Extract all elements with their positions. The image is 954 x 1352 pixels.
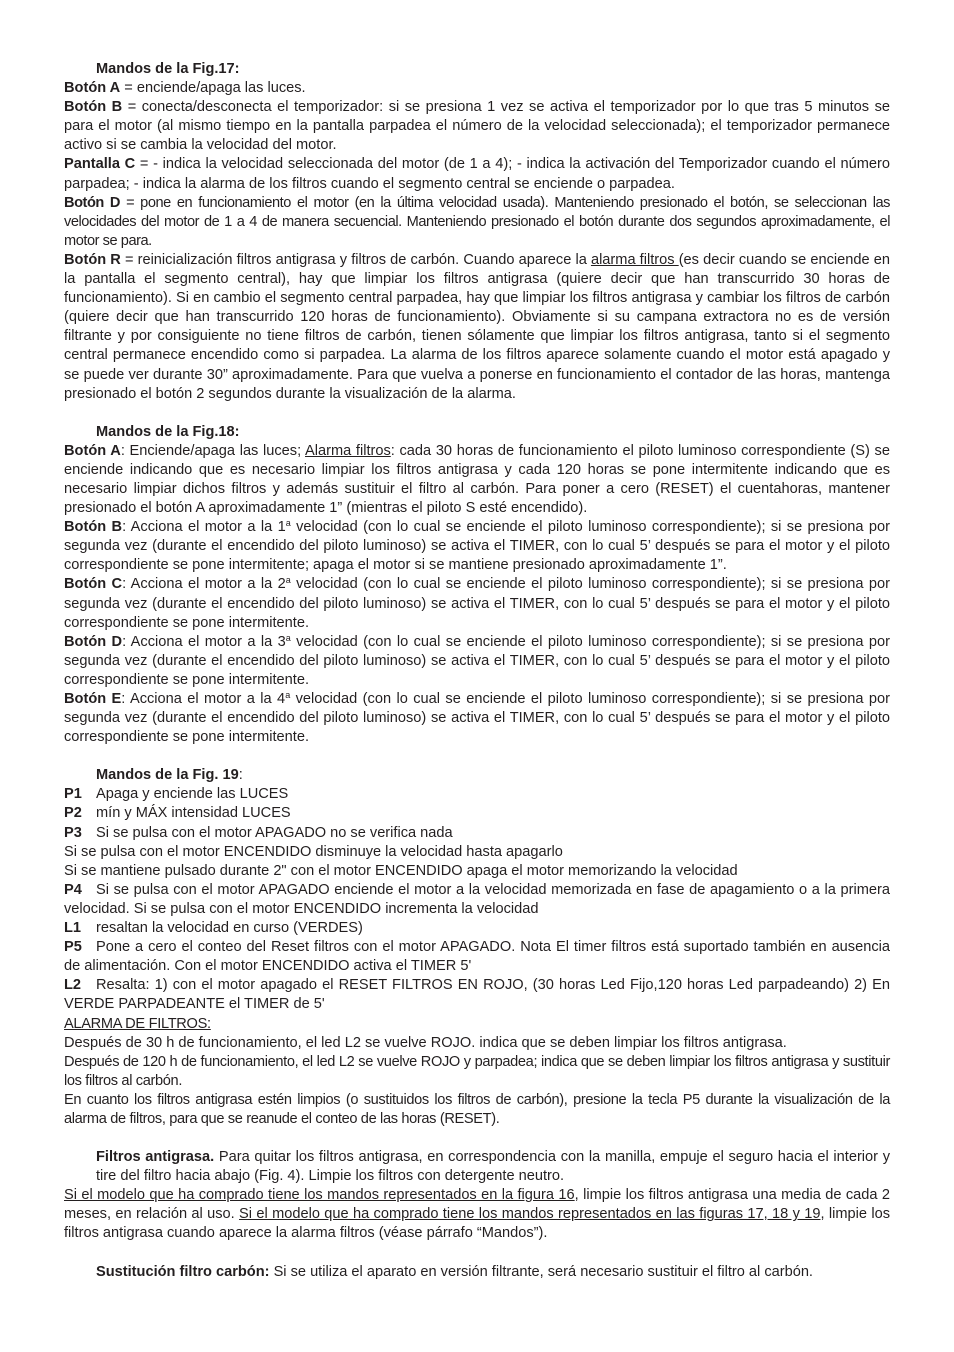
alarm-reset: En cuanto los filtros antigrasa estén limpios (o sustituidos los filtros de carbón), presione la tecla P5 durante la visualización de la alarma de filtros, para que se reanude el conteo de las horas (RESET). [64,1091,890,1127]
alarm-30h: Después de 30 h de funcionamiento, el led L2 se vuelve ROJO. indica que se deben limpiar los filtros antigrasa. [64,1034,787,1051]
fig17-button-b: Botón B = conecta/desconecta el temporizador: si se presiona 1 vez se activa el temporizador por lo que tras 5 minutos se para el motor (al mismo tiempo en la pantalla parpadea el número de la velocidad seleccionada); el temporizador permanece activo si se cambia la velocidad del motor. [64,99,890,154]
fig19-p3-line3: Si se mantiene pulsado durante 2" con el motor ENCENDIDO apaga el motor memorizando la velocidad [64,862,738,879]
fig18-button-d: Botón D: Acciona el motor a la 3$^a$ velocidad (con lo cual se enciende el piloto luminoso correspondiente); si se presiona por segunda vez (durante el encendido del piloto luminoso) se activa el TIMER, con lo cual 5’ después se para el motor y el piloto correspondiente se pone intermitente. [64,632,891,688]
alarm-heading: ALARMA DE FILTROS: [64,1015,211,1032]
fig17-heading: Mandos de la Fig.17: [96,61,240,77]
fig17-display-c: Pantalla C = - indica la velocidad seleccionada del motor (de 1 a 4); - indica la activación del Temporizador cuando el número parpadea; - indica la alarma de los filtros cuando el segmento central se enciende o parpadea. [64,156,891,192]
grease-filters-intro: Filtros antigrasa. Para quitar los filtros antigrasa, en correspondencia con la manilla, empuje el seguro hacia el interior y tire del filtro hacia abajo (Fig. 4). Limpie los filtros con detergente neutro. [96,1149,890,1185]
fig18-button-c: Botón C: Acciona el motor a la 2$^a$ velocidad (con lo cual se enciende el piloto luminoso correspondiente); si se presiona por segunda vez (durante el encendido del piloto luminoso) se activa el TIMER, con lo cual 5’ después se para el motor y el piloto correspondiente se pone intermitente. [64,575,891,631]
spacer [64,1129,890,1148]
spacer [64,1244,890,1263]
fig19-l2: L2 Resalta: 1) con el motor apagado el RESET FILTROS EN ROJO, (30 horas Led Fijo,120 horas Led parpadeando) 2) En VERDE PARPADEANTE el TIMER de 5' [64,977,890,1013]
grease-filters-cleaning: Si el modelo que ha comprado tiene los mandos representados en la figura 16, limpie los filtros antigrasa una media de cada 2 meses, en relación al uso. Si el modelo que ha comprado tiene los mandos representados en las figuras 17, 18 y 19, limpie los filtros antigrasa cuando aparece la alarma filtros (véase párrafo “Mandos”). [64,1187,891,1242]
fig19-p3-line2: Si se pulsa con el motor ENCENDIDO disminuye la velocidad hasta apagarlo [64,843,563,860]
fig17-button-r: Botón R = reinicialización filtros antigrasa y filtros de carbón. Cuando aparece la alarma filtros (es decir cuando se enciende en la pantalla el segmento central), hay que limpiar los filtros antigrasa (quiere decir que han transcurrido 30 horas de funcionamiento). Si en cambio el segmento central parpadea, hay que limpiar los filtros antigrasa y cambiar los filtros de carbón (quiere decir que han transcurrido 120 horas de funcionamiento). Obviamente si su campana extractora no es de versión filtrante y por consiguiente no tiene filtros de carbón, tienen sólamente que limpiar los filtros antigrasa, tanto si el segmento central permanece encendido como si parpadea. La alarma de los filtros aparece solamente cuando el motor está apagado y se puede ver durante 30” aproximadamente. Para que vuelva a ponerse en funcionamiento el contador de las horas, mantenga presionado el botón 2 segundos durante la visualización de la alarma. [64,251,890,402]
fig18-button-b: Botón B: Acciona el motor a la 1$^a$ velocidad (con lo cual se enciende el piloto luminoso correspondiente); si se presiona por segunda vez (durante el encendido del piloto luminoso) se activa el TIMER, con lo cual 5’ después se para el motor y el piloto correspondiente se pone intermitente; apaga el motor si se mantiene presionado aproximadamente 1”. [64,518,891,574]
fig19-p5: P5 Pone a cero el conteo del Reset filtros con el motor APAGADO. Nota El timer filtros está suportado también en ausencia de alimentación. Con el motor ENCENDIDO activa el TIMER 5' [64,939,890,975]
fig19-p1: P1 Apaga y enciende las LUCES [64,786,289,803]
fig18-heading: Mandos de la Fig.18: [96,423,240,440]
fig19-p2: P2 mín y MÁX intensidad LUCES [64,805,291,822]
fig17-button-a: Botón A = enciende/apaga las luces. [64,80,306,97]
spacer [64,404,890,423]
fig19-p4: P4 Si se pulsa con el motor APAGADO enciende el motor a la velocidad memorizada en fase de apagamiento o a la primera velocidad. Si se pulsa con el motor ENCENDIDO incrementa la velocidad [64,881,890,917]
fig17-button-d: Botón D = pone en funcionamiento el motor (en la última velocidad usada). Manteniendo presionado el botón, se seleccionan las velocidades del motor de 1 a 4 de manera secuencial. Manteniendo presionado el botón durante dos segundos aproximadamente, el motor se para. [64,194,890,249]
fig18-button-a: Botón A: Enciende/apaga las luces; Alarma filtros: cada 30 horas de funcionamiento el piloto luminoso correspondiente (S) se enciende indicando que es necesario limpiar los filtros antigrasa y cada 120 horas se pone intermitente indicando que es necesario limpiar dichos filtros y además sustituir el filtro al carbón. Para poner a cero (RESET) el cuentahoras, mantener presionado el botón A aproximadamente 1” (mientras el piloto S esté encendido). [64,442,890,517]
fig19-l1: L1 resaltan la velocidad en curso (VERDES) [64,920,363,937]
alarm-120h: Después de 120 h de funcionamiento, el led L2 se vuelve ROJO y parpadea; indica que se deben limpiar los filtros antigrasa y sustituir los filtros al carbón. [64,1053,890,1089]
fig19-p3: P3 Si se pulsa con el motor APAGADO no se verifica nada [64,824,453,841]
carbon-filter-replacement: Sustitución filtro carbón: Si se utiliza el aparato en versión filtrante, será necesario sustituir el filtro al carbón. [96,1263,813,1280]
spacer [64,747,890,766]
fig19-heading: Mandos de la Fig. 19: [96,767,243,784]
fig18-button-e: Botón E: Acciona el motor a la 4$^a$ velocidad (con lo cual se enciende el piloto luminoso correspondiente); si se presiona por segunda vez (durante el encendido del piloto luminoso) se activa el TIMER, con lo cual 5’ después se para el motor y el piloto correspondiente se pone intermitente. [64,690,891,746]
